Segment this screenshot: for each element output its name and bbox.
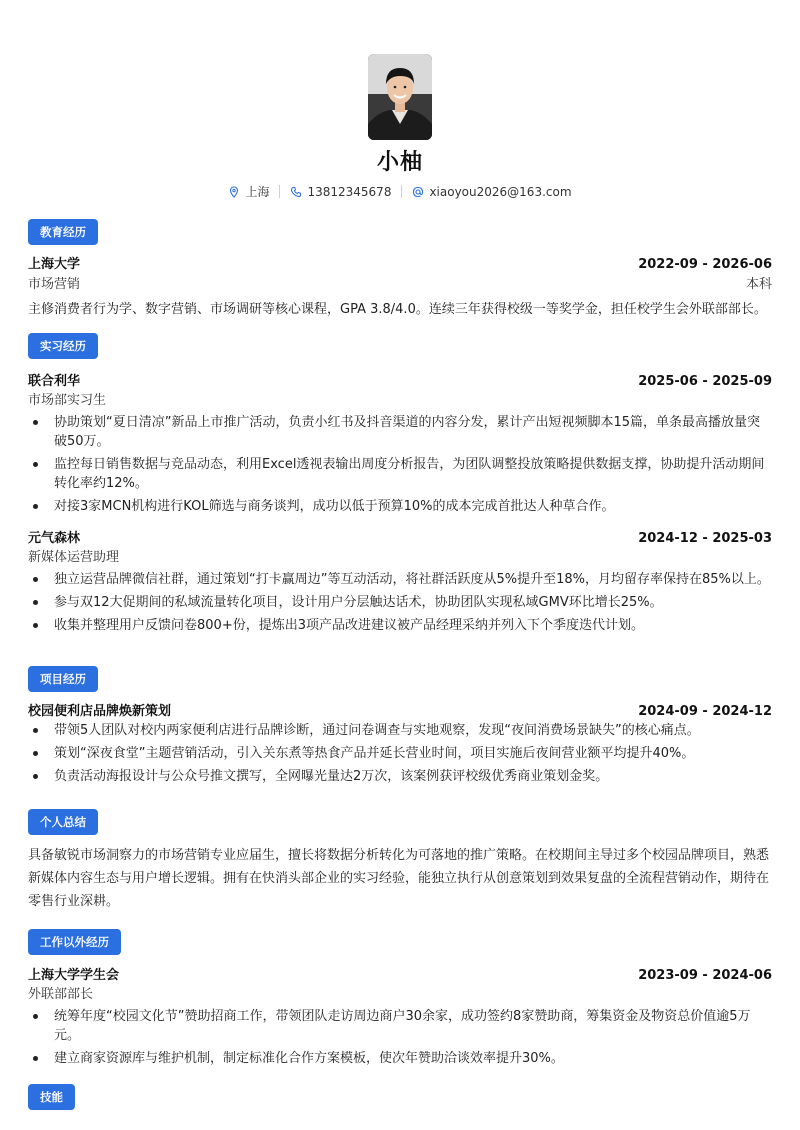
section-badge-internship: 实习经历 — [28, 333, 98, 359]
role-title: 新媒体运营助理 — [28, 550, 120, 565]
summary-section — [28, 809, 772, 913]
role-title: 外联部部长 — [28, 987, 94, 1002]
project-section — [28, 666, 772, 790]
education-header — [28, 253, 772, 272]
degree: 本科 — [745, 277, 772, 292]
section-badge-education: 教育经历 — [28, 219, 98, 245]
company-name: 联合利华 — [28, 374, 81, 389]
section-badge-projects: 项目经历 — [28, 666, 98, 692]
bullet-list — [28, 570, 772, 635]
school-name: 上海大学 — [28, 257, 81, 272]
entry-dates: 2024-12 - 2025-03 — [638, 531, 772, 546]
bullet-list — [28, 721, 772, 786]
location-text: 上海 — [245, 185, 270, 199]
section-badge-activities: 工作以外经历 — [28, 929, 121, 955]
list-item: 收集并整理用户反馈问卷800+份，提炼出3项产品改进建议被产品经理采纳并列入下个季度迭代计划。 — [28, 616, 772, 635]
list-item: 负责活动海报设计与公众号推文撰写，全网曝光量达2万次，该案例获评校级优秀商业策划金奖。 — [28, 767, 772, 786]
bullet-list — [28, 1007, 772, 1068]
summary-text: 具备敏锐市场洞察力的市场营销专业应届生，擅长将数据分析转化为可落地的推广策略。在校期间主导过多个校园品牌项目，熟悉新媒体内容生态与用户增长逻辑。拥有在快消头部企业的实习经验，能独立执行从创意策划到效果复盘的全流程营销动作，期待在零售行业深耕。 — [28, 848, 770, 909]
internship-entry — [28, 527, 772, 635]
list-item: 监控每日销售数据与竞品动态，利用Excel透视表输出周度分析报告，为团队调整投放策略提供数据支撑，协助提升活动期间转化率约12%。 — [28, 455, 772, 493]
entry-header — [28, 527, 772, 546]
list-item: 统筹年度“校园文化节”赞助招商工作，带领团队走访周边商户30余家，成功签约8家赞助商，筹集资金及物资总价值逾5万元。 — [28, 1007, 772, 1045]
phone-icon — [290, 186, 302, 198]
list-item: 对接3家MCN机构进行KOL筛选与商务谈判，成功以低于预算10%的成本完成首批达人种草合作。 — [28, 497, 772, 516]
list-item: 协助策划“夏日清凉”新品上市推广活动，负责小红书及抖音渠道的内容分发，累计产出短视频脚本15篇，单条最高播放量突破50万。 — [28, 413, 772, 451]
entry-dates: 2024-09 - 2024-12 — [638, 704, 772, 719]
section-badge-summary: 个人总结 — [28, 809, 98, 835]
list-item: 带领5人团队对校内两家便利店进行品牌诊断，通过问卷调查与实地观察，发现“夜间消费场景缺失”的核心痛点。 — [28, 721, 772, 740]
contact-location — [218, 183, 279, 200]
internship-entry — [28, 370, 772, 516]
company-name: 元气森林 — [28, 531, 81, 546]
email-text[interactable]: xiaoyou2026@163.com — [429, 184, 572, 199]
list-item: 策划“深夜食堂”主题营销活动，引入关东煮等热食产品并延长营业时间，项目实施后夜间营业额平均提升40%。 — [28, 744, 772, 763]
skills-section — [28, 1084, 772, 1110]
activities-section — [28, 929, 772, 1072]
role-title: 市场部实习生 — [28, 393, 107, 408]
entry-dates: 2025-06 - 2025-09 — [638, 374, 772, 389]
project-entry — [28, 700, 772, 786]
project-name: 校园便利店品牌焕新策划 — [28, 704, 172, 719]
education-subheader — [28, 273, 772, 292]
list-item: 建立商家资源库与维护机制，制定标准化合作方案模板，使次年赞助洽谈效率提升30%。 — [28, 1049, 772, 1068]
bullet-list — [28, 413, 772, 516]
at-sign-icon — [412, 186, 424, 198]
location-pin-icon — [228, 186, 240, 198]
education-dates: 2022-09 - 2026-06 — [638, 257, 772, 272]
education-section — [28, 219, 772, 321]
entry-header — [28, 700, 772, 719]
contact-email[interactable] — [402, 185, 581, 199]
candidate-name: 小柚 — [376, 150, 423, 175]
entry-dates: 2023-09 - 2024-06 — [638, 968, 772, 983]
activity-entry — [28, 964, 772, 1068]
education-description: 主修消费者行为学、数字营销、市场调研等核心课程，GPA 3.8/4.0。连续三年获得校级一等奖学金，担任校学生会外联部部长。 — [28, 302, 767, 317]
phone-text: 13812345678 — [307, 184, 392, 199]
section-badge-skills: 技能 — [28, 1084, 75, 1110]
contact-bar — [0, 183, 800, 200]
entry-header — [28, 370, 772, 389]
org-name: 上海大学学生会 — [28, 968, 120, 983]
list-item: 参与双12大促期间的私域流量转化项目，设计用户分层触达话术，协助团队实现私域GMV环比增长25%。 — [28, 593, 772, 612]
profile-photo — [368, 54, 432, 140]
internship-section — [28, 333, 772, 639]
list-item: 独立运营品牌微信社群，通过策划“打卡赢周边”等互动活动，将社群活跃度从5%提升至18%，月均留存率保持在85%以上。 — [28, 570, 772, 589]
contact-phone — [280, 185, 401, 199]
major: 市场营销 — [28, 277, 81, 292]
entry-header — [28, 964, 772, 983]
